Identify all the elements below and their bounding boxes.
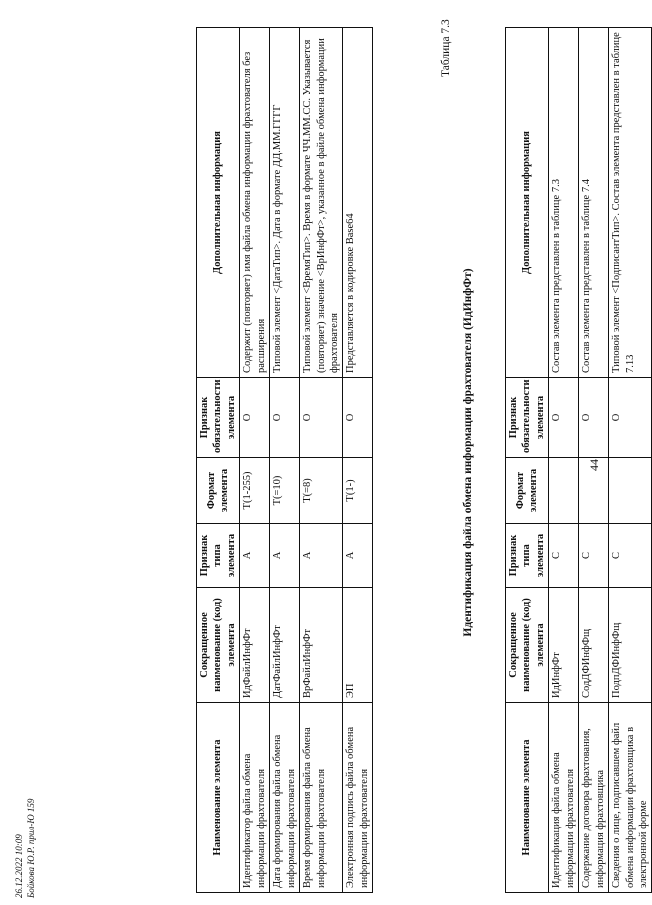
cell: Т(1-) xyxy=(343,458,373,524)
header-cell: Наименование элемента xyxy=(506,703,549,893)
footer-stamp xyxy=(14,799,37,898)
cell: О xyxy=(579,378,609,458)
footer-timestamp: 26.12.2022 10:09 xyxy=(14,834,24,898)
cell: А xyxy=(270,524,300,588)
table-row xyxy=(300,28,343,893)
cell: Типовой элемент <ВремяТип>. Время в формате ЧЧ.ММ.СС. Указывается (повторяет) значение <ВрИнфФт>, указанное в файле обмена информации фрахтователя xyxy=(300,28,343,378)
cell: О xyxy=(343,378,373,458)
cell: Состав элемента представлен в таблице 7.4 xyxy=(579,28,609,378)
cell: С xyxy=(609,524,652,588)
cell: А xyxy=(240,524,270,588)
cell: ПодпДФИнфФщ xyxy=(609,588,652,703)
header-cell: Наименование элемента xyxy=(197,703,240,893)
cell: С xyxy=(579,524,609,588)
header-cell: Признак обязательности элемента xyxy=(197,378,240,458)
cell xyxy=(549,458,579,524)
cell: О xyxy=(549,378,579,458)
cell: А xyxy=(343,524,373,588)
cell: О xyxy=(240,378,270,458)
cell: ДатФайлИнфФт xyxy=(270,588,300,703)
cell: О xyxy=(609,378,652,458)
cell: Т(=8) xyxy=(300,458,343,524)
table-title: Идентификация файла обмена информации фрахтователя (ИдИнфФт) xyxy=(462,268,474,637)
cell: ИдФайлИнфФт xyxy=(240,588,270,703)
footer-author: Бойкова Ю.Р. прил-Ю 159 xyxy=(25,798,36,898)
cell: Представляется в кодировке Base64 xyxy=(343,28,373,378)
header-cell: Сокращенное наименование (код) элемента xyxy=(506,588,549,703)
cell: Время формирования файла обмена информации фрахтователя xyxy=(300,703,343,893)
cell: А xyxy=(300,524,343,588)
cell: ИдИнфФт xyxy=(549,588,579,703)
cell: Сведения о лице, подписавшем файл обмена информации фрахтовщика в электронной форме xyxy=(609,703,652,893)
page-number: 44 xyxy=(587,459,601,471)
cell: ВрФайлИнфФт xyxy=(300,588,343,703)
cell: Идентификатор файла обмена информации фрахтователя xyxy=(240,703,270,893)
header-cell: Дополнительная информация xyxy=(197,28,240,378)
cell: С xyxy=(549,524,579,588)
cell: Типовой элемент <ПодписантТип>. Состав элемента представлен в таблице 7.13 xyxy=(609,28,652,378)
cell: Дата формирования файла обмена информации фрахтователя xyxy=(270,703,300,893)
cell: Состав элемента представлен в таблице 7.3 xyxy=(549,28,579,378)
cell: Т(=10) xyxy=(270,458,300,524)
table-identification xyxy=(196,27,373,893)
table-caption: Таблица 7.3 xyxy=(440,19,452,77)
header-cell: Сокращенное наименование (код) элемента xyxy=(197,588,240,703)
header-cell: Признак типа элемента xyxy=(506,524,549,588)
cell: СодДФИнфФщ xyxy=(579,588,609,703)
cell: Идентификация файла обмена информации фрахтователя xyxy=(549,703,579,893)
cell: Типовой элемент <ДатаТип>. Дата в формате ДД.ММ.ГГГГ xyxy=(270,28,300,378)
table-previous-continuation xyxy=(505,27,652,893)
header-cell: Дополнительная информация xyxy=(506,28,549,378)
table-row xyxy=(549,28,579,893)
cell: О xyxy=(270,378,300,458)
cell: Содержит (повторяет) имя файла обмена информации фрахтователя без расширения xyxy=(240,28,270,378)
cell xyxy=(609,458,652,524)
header-cell: Формат элемента xyxy=(506,458,549,524)
cell: ЭП xyxy=(343,588,373,703)
cell: Т(1-255) xyxy=(240,458,270,524)
header-cell: Формат элемента xyxy=(197,458,240,524)
cell: О xyxy=(300,378,343,458)
header-cell: Признак обязательности элемента xyxy=(506,378,549,458)
table-header-row xyxy=(197,28,240,893)
cell: Электронная подпись файла обмена информации фрахтователя xyxy=(343,703,373,893)
header-cell: Признак типа элемента xyxy=(197,524,240,588)
table-row xyxy=(343,28,373,893)
table-row xyxy=(270,28,300,893)
table-row xyxy=(240,28,270,893)
cell xyxy=(579,458,609,524)
table-row xyxy=(609,28,652,893)
table-row xyxy=(579,28,609,893)
cell: Содержание договора фрахтования, информация фрахтовщика xyxy=(579,703,609,893)
table-header-row xyxy=(506,28,549,893)
